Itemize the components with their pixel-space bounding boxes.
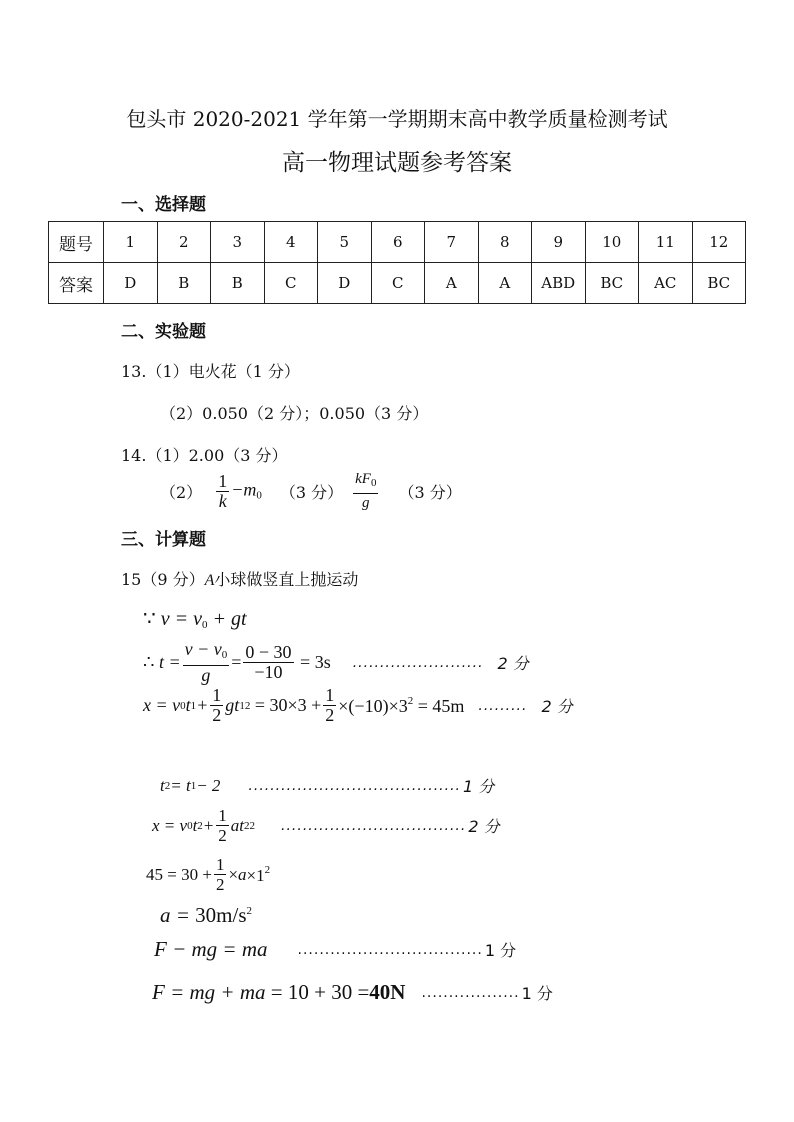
score-label: 1 分 xyxy=(484,941,517,960)
section-heading-choice: 一、选择题 xyxy=(121,195,206,215)
table-cell: BC xyxy=(692,263,746,304)
table-row-questions xyxy=(49,222,746,263)
eq-newton: F − mg = ma .................................. 1 分 xyxy=(154,937,517,961)
table-cell: 5 xyxy=(318,222,372,263)
q14-score-a: （3 分） xyxy=(279,483,344,502)
eq-displacement: x = v 0 t 1 + $\frac{1}{2}$ gt 1 2 = 30×3 + $\frac{1}{2}$ $\times(-10)\times 3^2 = 45m$ ......... 2 分 xyxy=(143,685,573,725)
table-cell: 12 xyxy=(692,222,746,263)
table-cell: B xyxy=(211,263,265,304)
q15-intro: 15（9 分）A小球做竖直上抛运动 xyxy=(121,570,359,589)
formula-kf0-over-g: $\frac{kF_0}{g}$ xyxy=(355,471,377,511)
q14-score-b: （3 分） xyxy=(398,483,462,502)
table-cell: 3 xyxy=(211,222,265,263)
table-header-question: 题号 xyxy=(49,222,104,263)
answer-table xyxy=(48,221,746,304)
table-cell: D xyxy=(318,263,372,304)
document-title: 包头市 2020-2021 学年第一学期期末高中教学质量检测考试 xyxy=(126,107,668,131)
score-label: 1 分 xyxy=(462,777,495,796)
q14-part2 xyxy=(160,470,462,513)
eq-force: F = mg + ma = 10 + 30 = 40N .................. 1 分 xyxy=(152,980,553,1004)
formula-inverse-k: $\frac{1}{k}$ $-m_0$ xyxy=(218,471,262,511)
q13-part2: （2）0.050（2 分）；0.050（3 分） xyxy=(160,404,429,423)
table-cell: BC xyxy=(585,263,639,304)
document-subtitle: 高一物理试题参考答案 xyxy=(282,150,512,176)
eq-time: ∴ t = $\frac{v - v_0}{g}$ = $\frac{0 - 30}{-10}$ = 3s ........................ 2 分 xyxy=(143,639,529,685)
table-cell: 9 xyxy=(532,222,586,263)
score-label: 1 分 xyxy=(521,984,553,1003)
table-cell: AC xyxy=(639,263,693,304)
q14-part1: 14.（1）2.00（3 分） xyxy=(121,446,288,465)
table-cell: 4 xyxy=(264,222,318,263)
table-cell: B xyxy=(157,263,211,304)
table-cell: 8 xyxy=(478,222,532,263)
table-cell: D xyxy=(104,263,158,304)
table-cell: A xyxy=(478,263,532,304)
table-cell: A xyxy=(425,263,479,304)
table-header-answer: 答案 xyxy=(49,263,104,304)
score-label: 2 分 xyxy=(497,654,529,673)
table-row-answers xyxy=(49,263,746,304)
q14-part2-label: （2） xyxy=(160,483,203,502)
table-cell: C xyxy=(264,263,318,304)
section-heading-experiment: 二、实验题 xyxy=(121,322,206,342)
table-cell: 6 xyxy=(371,222,425,263)
eq-acceleration: $a = 30m/s^2$ xyxy=(160,903,253,927)
table-cell: C xyxy=(371,263,425,304)
table-cell: 7 xyxy=(425,222,479,263)
table-cell: 2 xyxy=(157,222,211,263)
table-cell: ABD xyxy=(532,263,586,304)
eq-x-second: x = v 0 t 2 + $\frac{1}{2}$ at 2 2 .................................. 2 分 xyxy=(152,806,500,845)
q13-part1: 13.（1）电火花（1 分） xyxy=(121,362,300,381)
table-cell: 1 xyxy=(104,222,158,263)
eq-t2: t 2 = t 1 − 2 ....................................... 1 分 xyxy=(160,775,495,796)
table-cell: 11 xyxy=(639,222,693,263)
score-label: 2 分 xyxy=(541,697,573,716)
section-heading-calculation: 三、计算题 xyxy=(121,530,206,550)
score-label: 2 分 xyxy=(468,817,500,836)
eq-velocity: ∵ $v = v_0$ + gt xyxy=(143,608,247,631)
eq-substitute: 45 = 30 + $\frac{1}{2}$ × a $\times 1^2$ xyxy=(146,855,271,894)
table-cell: 10 xyxy=(585,222,639,263)
